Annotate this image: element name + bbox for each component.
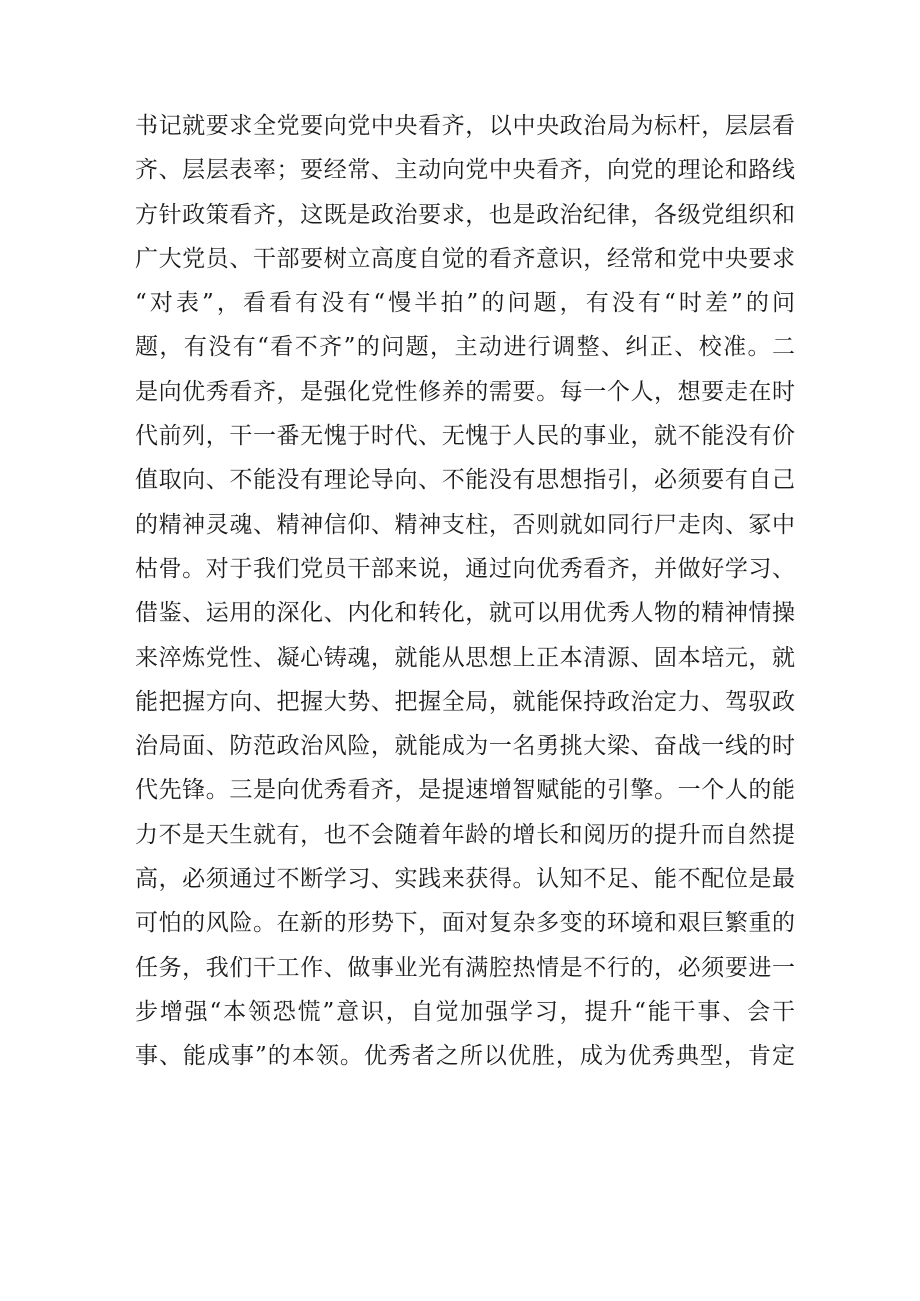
text-line: “对表”，看看有没有“慢半拍”的问题，有没有“时差”的问 (135, 290, 795, 317)
text-line: 枯骨。对于我们党员干部来说，通过向优秀看齐，并做好学习、 (135, 555, 795, 582)
text-line: 高，必须通过不断学习、实践来获得。认知不足、能不配位是最 (135, 866, 795, 893)
text-line: 来淬炼党性、凝心铸魂，就能从思想上正本清源、固本培元，就 (135, 644, 795, 671)
text-line: 能把握方向、把握大势、把握全局，就能保持政治定力、驾驭政 (135, 688, 795, 715)
body-paragraph (135, 104, 795, 1079)
text-line: 治局面、防范政治风险，就能成为一名勇挑大梁、奋战一线的时 (135, 733, 795, 760)
text-line: 代前列，干一番无愧于时代、无愧于人民的事业，就不能没有价 (135, 423, 795, 450)
text-line: 任务，我们干工作、做事业光有满腔热情是不行的，必须要进一 (135, 954, 795, 981)
text-line: 的精神灵魂、精神信仰、精神支柱，否则就如同行尸走肉、冢中 (135, 511, 795, 538)
text-line: 借鉴、运用的深化、内化和转化，就可以用优秀人物的精神情操 (135, 600, 795, 627)
text-line: 书记就要求全党要向党中央看齐，以中央政治局为标杆，层层看 (135, 113, 795, 139)
text-line: 事、能成事”的本领。优秀者之所以优胜，成为优秀典型，肯定 (135, 1043, 795, 1070)
text-line: 步增强“本领恐慌”意识，自觉加强学习，提升“能干事、会干 (135, 998, 795, 1025)
text-line: 齐、层层表率；要经常、主动向党中央看齐，向党的理论和路线 (135, 157, 795, 184)
text-line: 方针政策看齐，这既是政治要求，也是政治纪律，各级党组织和 (135, 201, 795, 228)
text-line: 题，有没有“看不齐”的问题，主动进行调整、纠正、校准。二 (135, 334, 795, 361)
text-line: 可怕的风险。在新的形势下，面对复杂多变的环境和艰巨繁重的 (135, 910, 795, 937)
text-line: 代先锋。三是向优秀看齐，是提速增智赋能的引擎。一个人的能 (135, 777, 795, 804)
text-line: 是向优秀看齐，是强化党性修养的需要。每一个人，想要走在时 (135, 378, 795, 405)
text-line: 值取向、不能没有理论导向、不能没有思想指引，必须要有自己 (135, 467, 795, 494)
text-line: 广大党员、干部要树立高度自觉的看齐意识，经常和党中央要求 (135, 245, 795, 272)
text-line: 力不是天生就有，也不会随着年龄的增长和阅历的提升而自然提 (135, 821, 795, 848)
